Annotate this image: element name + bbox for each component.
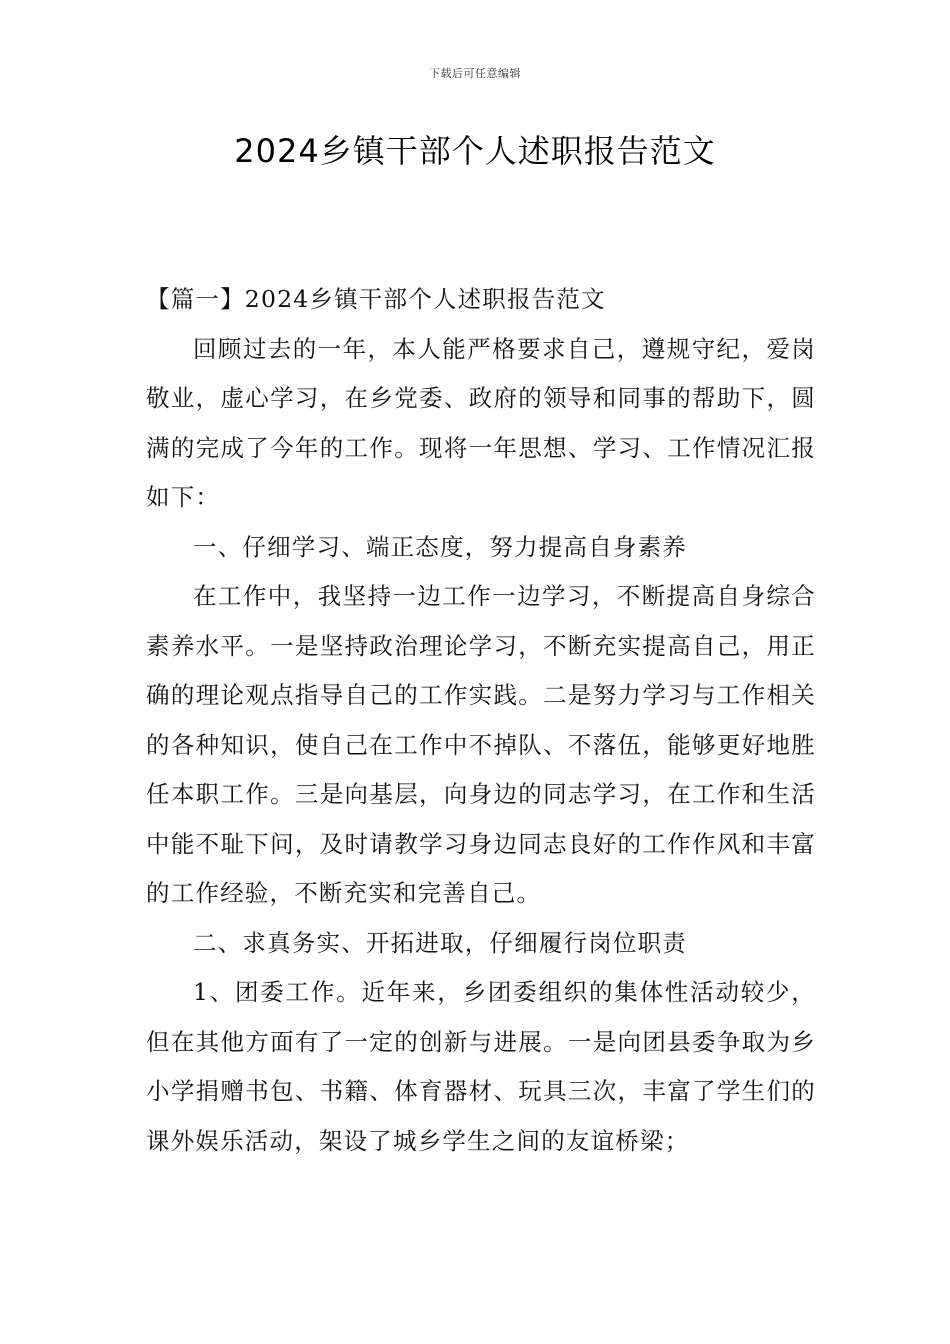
paragraph-youth-league: 1、团委工作。近年来，乡团委组织的集体性活动较少，但在其他方面有了一定的创新与进展。一是向团县委争取为乡小学捐赠书包、书籍、体育器材、玩具三次，丰富了学生们的课外娱乐活动，架设了城乡学生之间的友谊桥梁； <box>146 978 816 1155</box>
section-heading: 【篇一】2024乡镇干部个人述职报告范文 <box>146 285 606 313</box>
document-body <box>146 275 816 1166</box>
heading-part-two: 二、求真务实、开拓进取，仔细履行岗位职责 <box>193 928 687 957</box>
header-note: 下载后可任意编辑 <box>429 67 521 80</box>
paragraph-intro: 回顾过去的一年，本人能严格要求自己，遵规守纪，爱岗敬业，虚心学习，在乡党委、政府的领导和同事的帮助下，圆满的完成了今年的工作。现将一年思想、学习、工作情况汇报如下： <box>146 334 816 511</box>
document-title: 2024乡镇干部个人述职报告范文 <box>234 132 716 170</box>
paragraph-study: 在工作中，我坚持一边工作一边学习，不断提高自身综合素养水平。一是坚持政治理论学习，不断充实提高自己，用正确的理论观点指导自己的工作实践。二是努力学习与工作相关的各种知识，使自己在工作中不掉队、不落伍，能够更好地胜任本职工作。三是向基层，向身边的同志学习，在工作和生活中能不耻下问，及时请教学习身边同志良好的工作作风和丰富的工作经验，不断充实和完善自己。 <box>146 582 816 907</box>
heading-part-one: 一、仔细学习、端正态度，努力提高自身素养 <box>193 532 687 561</box>
